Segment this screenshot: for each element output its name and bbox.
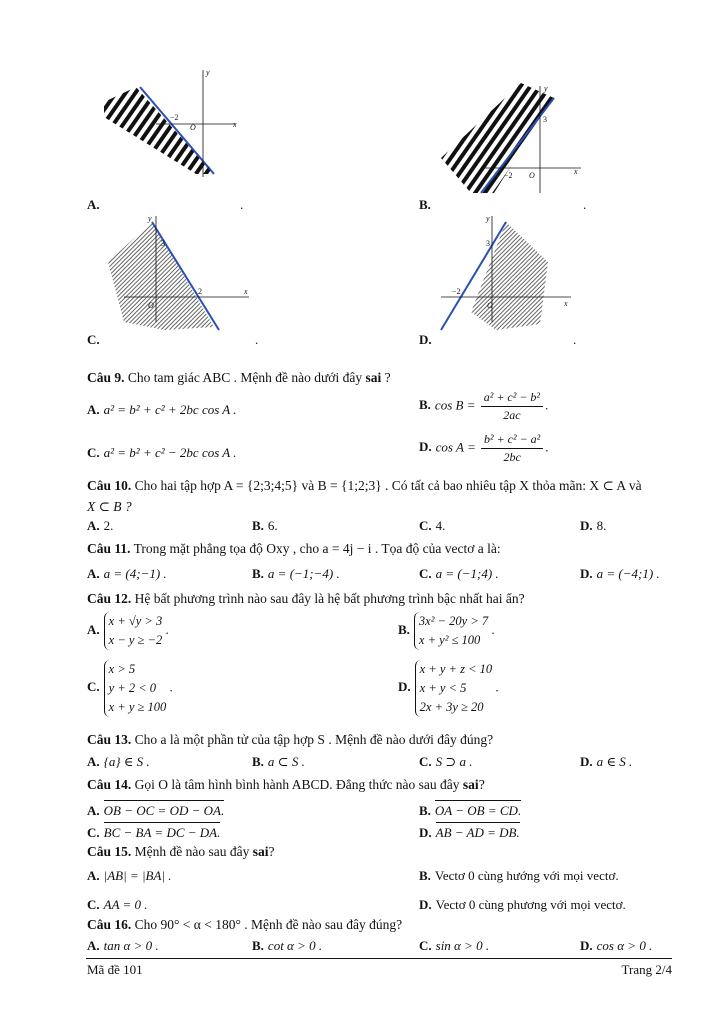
q12-option-c[interactable]: C.x > 5 y + 2 < 0 x + y ≥ 100 . (87, 660, 173, 717)
exam-code: Mã đề 101 (87, 962, 143, 977)
q10-option-d[interactable]: D. 8. (580, 518, 607, 533)
svg-text:O: O (529, 171, 535, 180)
q9-option-c[interactable]: C. a² = b² + c² − 2bc cos A . (87, 445, 237, 460)
q12-option-d[interactable]: D.x + y + z < 10 x + y < 5 2x + 3y ≥ 20 . (398, 660, 499, 717)
q14-option-c[interactable]: C. BC − BA = DC − DA. (87, 822, 220, 841)
q13-option-c[interactable]: C. S ⊃ a . (419, 754, 473, 769)
q13-option-a[interactable]: A. {a} ∈ S . (87, 754, 150, 769)
footer-divider (86, 958, 672, 959)
q11-option-a[interactable]: A. a = (4;−1) . (87, 566, 167, 581)
svg-text:3: 3 (206, 165, 210, 174)
svg-text:O: O (487, 301, 493, 310)
graph-c-label: C. (87, 332, 100, 347)
question-14: Câu 14. Gọi O là tâm hình bình hành ABCD. Đẳng thức nào sau đây sai? (87, 777, 485, 792)
graph-a-label: A. (87, 197, 100, 212)
question-13: Câu 13. Cho a là một phần tử của tập hợp S . Mệnh đề nào dưới đây đúng? (87, 732, 494, 747)
svg-text:y: y (148, 214, 152, 223)
svg-text:3: 3 (486, 239, 490, 248)
q12-option-b[interactable]: B.3x² − 20y > 7 x + y² ≤ 100 . (398, 612, 495, 650)
svg-text:−2: −2 (504, 171, 513, 180)
graph-a-xtick: −2 (170, 113, 179, 122)
q15-option-c[interactable]: C. AA = 0 . (87, 897, 148, 912)
svg-text:x: x (233, 120, 237, 129)
svg-text:x: x (244, 287, 248, 296)
q13-option-b[interactable]: B. a ⊂ S . (252, 754, 305, 769)
svg-text:−2: −2 (452, 287, 461, 296)
q15-option-b[interactable]: B. Vectơ 0 cùng hướng với mọi vectơ. (419, 868, 619, 883)
svg-text:x: x (564, 299, 568, 308)
svg-text:3: 3 (543, 115, 547, 124)
q14-option-a[interactable]: A. OB − OC = OD − OA. (87, 800, 224, 819)
q14-option-d[interactable]: D. AB − AD = DB. (419, 822, 520, 841)
svg-text:2: 2 (198, 287, 202, 296)
svg-text:y: y (486, 214, 490, 223)
svg-text:3: 3 (161, 239, 165, 248)
q11-option-d[interactable]: D. a = (−4;1) . (580, 566, 660, 581)
question-12: Câu 12. Hệ bất phương trình nào sau đây là hệ bất phương trình bậc nhất hai ẩn? (87, 591, 525, 606)
question-16: Câu 16. Cho 90° < α < 180° . Mệnh đề nào sau đây đúng? (87, 917, 403, 932)
svg-text:y: y (544, 84, 548, 93)
q10-option-a[interactable]: A. 2. (87, 518, 114, 533)
q16-option-d[interactable]: D. cos α > 0 . (580, 938, 653, 953)
svg-text:O: O (148, 301, 154, 310)
q16-option-a[interactable]: A. tan α > 0 . (87, 938, 159, 953)
question-11: Câu 11. Trong mặt phẳng tọa độ Oxy , cho a = 4j − i . Tọa độ của vectơ a là: (87, 541, 501, 556)
q15-option-d[interactable]: D. Vectơ 0 cùng phương với mọi vectơ. (419, 897, 626, 912)
graph-b-label: B. (419, 197, 431, 212)
q9-option-b[interactable]: B. cos B = $\frac{\text{a² + c² − b²}}{2ac}$ . (419, 390, 549, 422)
svg-text:y: y (206, 68, 210, 77)
q16-option-c[interactable]: C. sin α > 0 . (419, 938, 490, 953)
page-number: Trang 2/4 (621, 962, 672, 977)
q9-option-a[interactable]: A. a² = b² + c² + 2bc cos A . (87, 402, 237, 417)
svg-text:x: x (574, 167, 578, 176)
question-15: Câu 15. Mệnh đề nào sau đây sai? (87, 844, 275, 859)
q13-option-d[interactable]: D. a ∈ S . (580, 754, 633, 769)
q10-option-b[interactable]: B. 6. (252, 518, 278, 533)
graph-b (436, 78, 586, 196)
graph-c (104, 212, 254, 332)
q10-option-c[interactable]: C. 4. (419, 518, 446, 533)
graph-d (436, 212, 586, 332)
svg-text:O: O (190, 123, 196, 132)
q15-option-a[interactable]: A. |AB| = |BA| . (87, 868, 172, 883)
q12-option-a[interactable]: A.x + √y > 3 x − y ≥ −2 . (87, 612, 169, 650)
graph-a (96, 62, 256, 182)
graph-d-label: D. (419, 332, 432, 347)
question-9: Câu 9. Cho tam giác ABC . Mệnh đề nào dưới đây sai ? (87, 370, 391, 385)
question-10-line2: X ⊂ B ? (87, 499, 132, 514)
q14-option-b[interactable]: B. OA − OB = CD. (419, 800, 521, 819)
q11-option-c[interactable]: C. a = (−1;4) . (419, 566, 499, 581)
q9-option-d[interactable]: D. cos A = $\frac{\text{b² + c² − a²}}{2bc}$ . (419, 432, 549, 464)
q16-option-b[interactable]: B. cot α > 0 . (252, 938, 323, 953)
q11-option-b[interactable]: B. a = (−1;−4) . (252, 566, 340, 581)
question-10: Câu 10. Cho hai tập hợp A = {2;3;4;5} và B = {1;2;3} . Có tất cả bao nhiêu tập X thỏa mãn: X ⊂ A và (87, 478, 642, 493)
